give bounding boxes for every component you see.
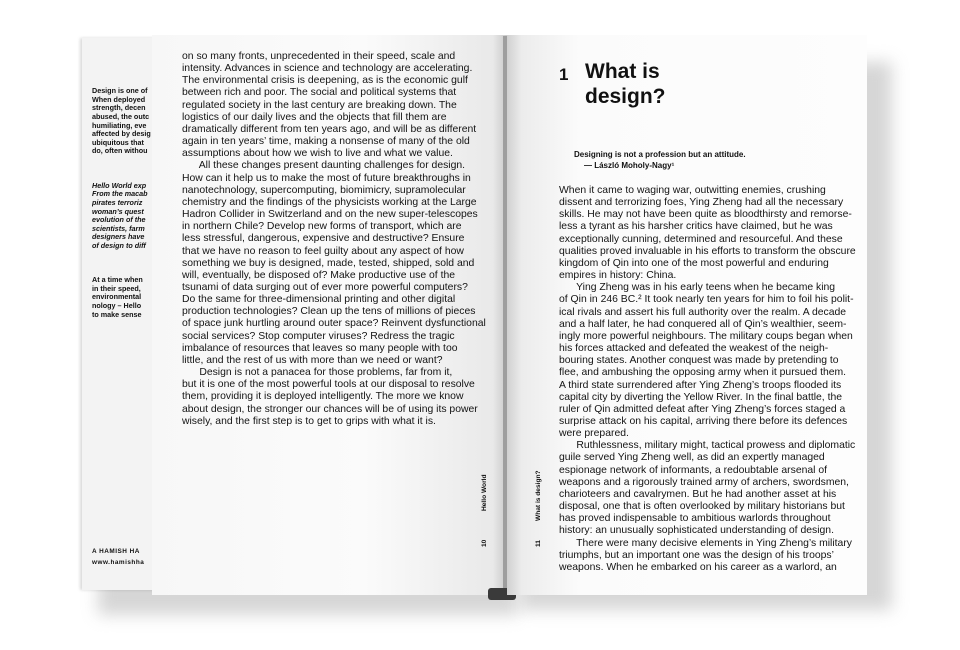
left-page	[152, 35, 507, 595]
epigraph-quote: Designing is not a profession but an attitude.	[574, 150, 746, 159]
left-page-number: 10	[481, 539, 488, 547]
left-running-head: Hello World	[481, 474, 488, 511]
back-url-line: www.hamishha	[92, 559, 145, 566]
left-page-body-text: on so many fronts, unprecedented in their speed, scale and intensity. Advances in science and technology are accelerating. The environmental crisis is deepening, as is the economic gulf between rich and poor. The social and political systems that regulated society in the last century are breaking down. The logistics of our daily lives and the objects that fill them are dramatically different from ten years ago, and will be as different again in ten years’ time, making a nonsense of many of the old assumptions about how we wish to live and what we value. All these changes present daunting challenges for design. How can it help us to make the most of future breakthroughs in nanotechnology, supercomputing, biomimicry, supramolecular chemistry and the findings of the physicists working at the Large Hadron Collider in Switzerland and on the new super-telescopes in northern Chile? Develop new forms of transport, which are less stressful, dangerous, expensive and destructive? Ensure that we have no reason to feel guilty about any aspect of how something we buy is designed, made, tested, shipped, sold and will, eventually, be disposed of? Make productive use of the tsunami of data surging out of ever more powerful computers? Do the same for three-dimensional printing and other digital production technologies? Clean up the tens of millions of pieces of space junk hurtling around outer space? Reinvent dysfunctional social services? Stop computer viruses? Redress the tragic imbalance of resources that leaves so many people with too little, and the rest of us with more than we need or want? Design is not a panacea for those problems, far from it, but it is one of the most powerful tools at our disposal to resolve them, providing it is deployed intelligently. The more we know about design, the stronger our chances will be of using its power wisely, and the first step is to get to grips with what it is.	[182, 51, 486, 427]
back-paragraph: Hello World exp From the macab pirates terroriz woman’s quest evolution of the scientists, farm designers have of design to diff	[92, 180, 148, 250]
right-page-number: 11	[535, 540, 542, 547]
back-publisher-line: A HAMISH HA	[92, 548, 140, 555]
chapter-title: What is design?	[585, 60, 666, 108]
right-running-head: What is design?	[535, 470, 542, 521]
chapter-number: 1	[559, 65, 569, 84]
right-page	[507, 35, 867, 595]
epigraph-attribution: — László Moholy-Nagy¹	[584, 161, 675, 170]
right-page-body-text: When it came to waging war, outwitting enemies, crushing dissent and terrorizing foes, Ying Zheng had all the necessary skills. He may not have been quite as bloodthirsty and remorse- less a tyrant as his harsher critics have claimed, but he was exceptionally cunning, determined and resourceful. And these qualities proved invaluable in his efforts to transform the obscure kingdom of Qin into one of the most powerful and enduring empires in history: China. Ying Zheng was in his early teens when he became king of Qin in 246 BC.² It took nearly ten years for him to foil his polit- ical rivals and assert his full authority over the realm. A decade and a half later, he had conquered all of Qin’s wealthier, seem- ingly more powerful neighbours. The military coups began when his forces attacked and defeated the weakest of the neigh- bouring states. Another conquest was made by pretending to flee, and ambushing the opposing army when it pursued them. A third state surrendered after Ying Zheng’s troops flooded its capital city by diverting the Yellow River. In the final battle, the ruler of Qin admitted defeat after Ying Zheng’s forces staged a surprise attack on his capital, arriving there before its defences were prepared. Ruthlessness, military might, tactical prowess and diplomatic guile served Ying Zheng well, as did an expertly managed espionage network of informants, a redoubtable arsenal of weapons and a rigorously trained army of archers, swordsmen, charioteers and cavalrymen. But he had another asset at his disposal, one that is often overlooked by military historians but has proved indispensable to ambitious warlords throughout history: an unusually sophisticated understanding of design. There were many decisive elements in Ying Zheng’s military triumphs, but an important one was the design of his troops’ weapons. When he embarked on his career as a warlord, an	[559, 185, 856, 573]
back-paragraph: Design is one of When deployed strength, decen abused, the outc humiliating, eve affected by desig ubiquitous that do, often withou	[92, 86, 151, 156]
back-paragraph: At a time when in their speed, environmental nology – Hello to make sense	[92, 275, 143, 319]
